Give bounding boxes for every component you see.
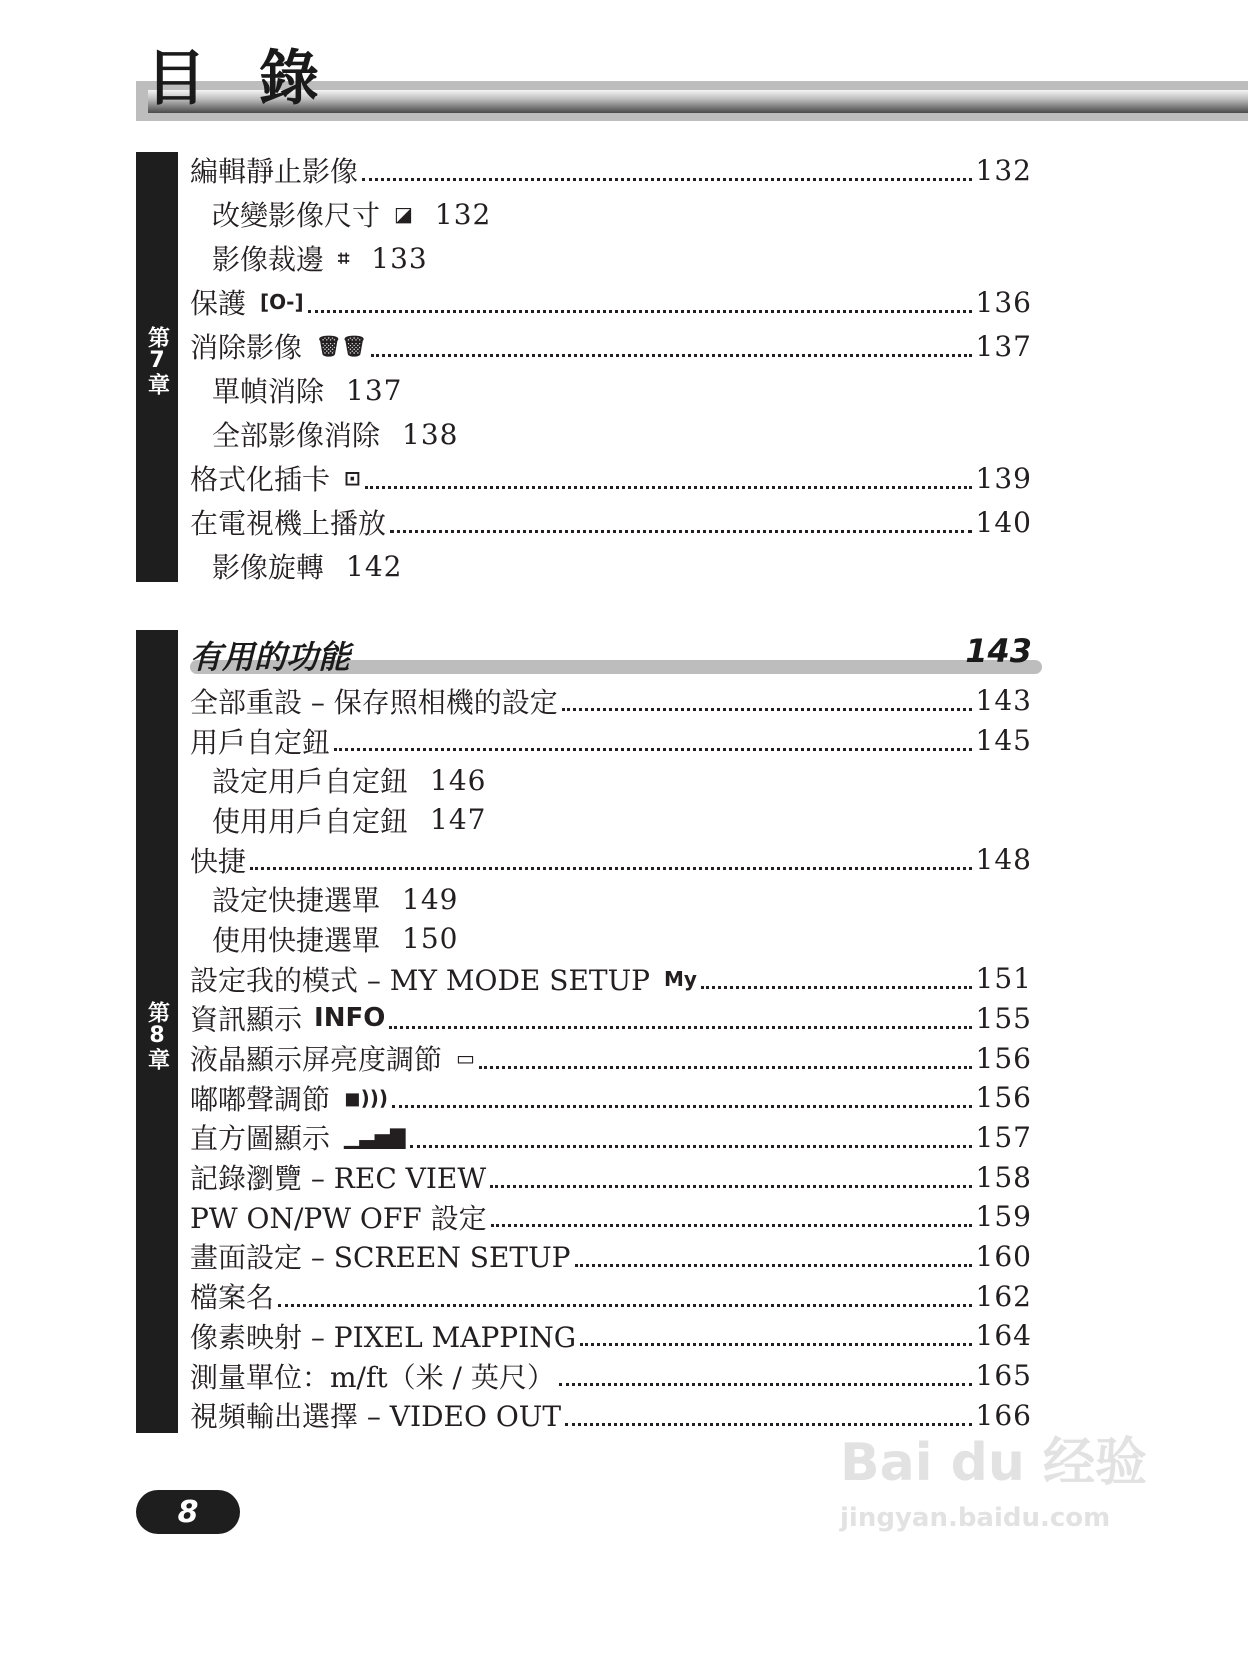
entry-label: 用戶自定鈕 [190,725,331,759]
entry-label: 液晶顯示屏亮度調節 [190,1043,443,1077]
entry-page: 145 [975,724,1032,758]
protect-key-icon: [O‑] [260,290,304,314]
toc-entry[interactable] [190,1038,1032,1078]
entry-page: 140 [975,505,1032,539]
baidu-watermark [840,1420,1147,1533]
toc-entry[interactable] [190,1118,1032,1158]
entry-page: 155 [975,1001,1032,1035]
entry-label: 格式化插卡 [190,463,331,496]
entry-page: 132 [434,197,492,231]
toc-entry[interactable] [190,500,1032,544]
crop-icon: ⌗ [338,246,350,270]
entry-page: 164 [975,1319,1032,1353]
entry-label: 影像旋轉 [212,551,325,584]
monitor-brightness-icon: ▭ [456,1046,475,1071]
entry-label: 單幀消除 [212,375,325,408]
entry-page: 162 [975,1279,1032,1313]
entry-page: 156 [975,1041,1032,1075]
entry-label: 記錄瀏覽 – REC VIEW [190,1162,487,1196]
chapter-7-label: 第7章 [144,325,170,395]
my-mode-icon: My [664,966,697,991]
chapter-7-entries [190,148,1032,588]
entry-label: 設定用戶自定鈕 [212,765,409,799]
toc-entry[interactable] [190,280,1032,324]
entry-label: 改變影像尺寸 [212,199,381,232]
entry-label: 資訊顯示 [190,1003,303,1037]
entry-label: 視頻輸出選擇 – VIDEO OUT [190,1400,562,1434]
resize-icon: ◪ [394,202,413,226]
entry-page: 137 [346,373,403,407]
toc-entry[interactable] [190,192,1032,236]
entry-page: 139 [975,461,1032,495]
toc-entry[interactable] [190,1316,1032,1356]
toc-entry[interactable] [190,544,1032,588]
toc-entry[interactable] [190,368,1032,412]
dot-leader [389,1026,971,1029]
dot-leader [410,1145,972,1148]
dot-leader [580,1343,971,1346]
card-format-icon: ⊡ [344,466,361,490]
dot-leader [490,1185,971,1188]
toc-entry[interactable] [190,1197,1032,1237]
entry-page: 136 [975,285,1032,319]
chapter-8-title: 有用的功能 [190,638,351,676]
erase-trash-icon: 🗑🗑 [316,334,367,358]
dot-leader [250,867,972,870]
entry-label: 設定快捷選單 [212,884,381,918]
chapter-8-entries [190,681,1032,1435]
toc-entry[interactable] [190,412,1032,456]
entry-page: 150 [402,922,459,956]
toc-entry[interactable] [190,681,1032,721]
dot-leader [562,708,972,711]
entry-label: 像素映射 – PIXEL MAPPING [190,1320,577,1354]
toc-entry[interactable] [190,879,1032,919]
entry-page: 143 [975,684,1032,718]
entry-label: 使用用戶自定鈕 [212,804,409,838]
page-number: 8 [136,1490,240,1534]
entry-label: 在電視機上播放 [190,507,387,540]
speaker-icon: ◼))) [344,1085,389,1110]
toc-entry[interactable] [190,1356,1032,1396]
toc-entry[interactable] [190,148,1032,192]
toc-entry[interactable] [190,800,1032,840]
dot-leader [390,530,972,533]
toc-entry[interactable] [190,236,1032,280]
entry-label: 直方圖顯示 [190,1122,331,1156]
chapter-8-page: 143 [965,632,1032,670]
toc-entry[interactable] [190,721,1032,761]
entry-page: 132 [975,153,1032,187]
entry-label: 設定我的模式 – MY MODE SETUP [190,963,651,997]
dot-leader [308,310,972,313]
entry-page: 133 [371,241,428,275]
entry-page: 159 [975,1200,1032,1234]
histogram-icon: ▁▃▅▇ [344,1125,406,1150]
chapter-8-label: 第8章 [144,1000,170,1070]
dot-leader [371,354,972,357]
entry-label: 檔案名 [190,1281,275,1315]
watermark-logo: Bai du 经验 [840,1433,1147,1493]
entry-page: 137 [975,329,1032,363]
dot-leader [479,1066,972,1069]
toc-entry[interactable] [190,999,1032,1039]
entry-page: 138 [402,417,459,451]
page-title: 目 錄 [146,44,335,114]
dot-leader [575,1264,972,1267]
toc-entry[interactable] [190,1276,1032,1316]
entry-label: 畫面設定 – SCREEN SETUP [190,1241,571,1275]
dot-leader [491,1224,972,1227]
entry-label: 測量單位：m/ft（米 / 英尺） [190,1360,555,1394]
entry-page: 158 [975,1160,1032,1194]
entry-label: 保護 [190,287,247,320]
entry-extra: INFO [314,1003,386,1034]
entry-page: 146 [430,763,487,797]
entry-label: 影像裁邊 [212,243,325,276]
toc-entry[interactable] [190,959,1032,999]
toc-entry[interactable] [190,840,1032,880]
toc-entry[interactable] [190,1078,1032,1118]
entry-label: 全部重設 – 保存照相機的設定 [190,685,558,719]
dot-leader [362,178,972,181]
entry-label: 快捷 [190,844,247,878]
dot-leader [334,748,972,751]
entry-page: 148 [975,843,1032,877]
entry-label: 消除影像 [190,331,303,364]
entry-page: 157 [975,1120,1032,1154]
chapter-8-heading[interactable] [190,632,1042,678]
entry-page: 151 [975,962,1032,996]
dot-leader [559,1383,972,1386]
entry-page: 147 [430,803,487,837]
toc-entry[interactable] [190,919,1032,959]
entry-label: 嘟嘟聲調節 [190,1082,331,1116]
toc-entry[interactable] [190,760,1032,800]
entry-label: PW ON/PW OFF 設定 [190,1201,487,1235]
entry-page: 142 [346,549,403,583]
entry-label: 編輯靜止影像 [190,155,359,188]
dot-leader [278,1304,972,1307]
entry-page: 156 [975,1081,1032,1115]
entry-page: 166 [975,1398,1032,1432]
entry-page: 160 [975,1239,1032,1273]
dot-leader [365,486,972,489]
entry-label: 使用快捷選單 [212,923,381,957]
toc-entry[interactable] [190,456,1032,500]
dot-leader [392,1105,972,1108]
entry-label: 全部影像消除 [212,419,381,452]
entry-page: 165 [975,1359,1032,1393]
entry-page: 149 [402,882,459,916]
toc-entry[interactable] [190,1237,1032,1277]
dot-leader [701,986,972,989]
toc-entry[interactable] [190,324,1032,368]
toc-entry[interactable] [190,1157,1032,1197]
watermark-url: jingyan.baidu.com [840,1503,1111,1533]
